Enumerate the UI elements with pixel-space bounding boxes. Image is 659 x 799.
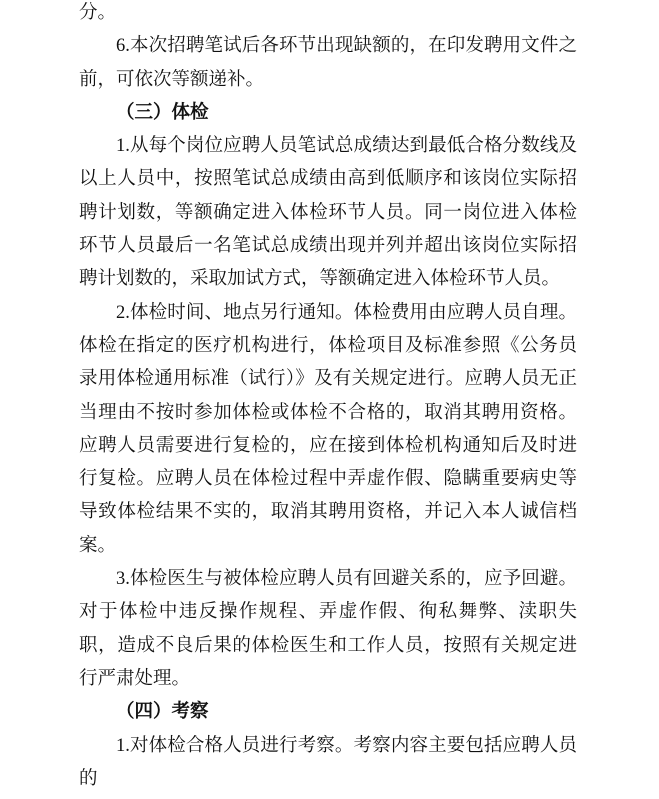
paragraph: 3.体检医生与被体检应聘人员有回避关系的，应予回避。对于体检中违反操作规程、弄虚作假、徇私舞弊、渎职失职，造成不良后果的体检医生和工作人员，按照有关规定进行严肃处理。 — [79, 569, 577, 689]
paragraph: 分。 — [79, 3, 117, 23]
paragraph: 1.对体检合格人员进行考察。考察内容主要包括应聘人员的 — [79, 735, 577, 789]
document-text-body — [79, 0, 577, 796]
paragraph: 6.本次招聘笔试后各环节出现缺额的，在印发聘用文件之前，可依次等额递补。 — [79, 36, 577, 90]
section-heading: （三）体检 — [116, 102, 209, 123]
section-heading: （四）考察 — [116, 702, 209, 723]
paragraph: 1.从每个岗位应聘人员笔试总成绩达到最低合格分数线及以上人员中，按照笔试总成绩由高到低顺序和该岗位实际招聘计划数，等额确定进入体检环节人员。同一岗位进入体检环节人员最后一名笔试总成绩出现并列并超出该岗位实际招聘计划数的，采取加试方式，等额确定进入体检环节人员。 — [79, 136, 577, 290]
paragraph: 2.体检时间、地点另行通知。体检费用由应聘人员自理。体检在指定的医疗机构进行，体检项目及标准参照《公务员录用体检通用标准（试行）》及有关规定进行。应聘人员无正当理由不按时参加体检或体检不合格的，取消其聘用资格。应聘人员需要进行复检的，应在接到体检机构通知后及时进行复检。应聘人员在体检过程中弄虚作假、隐瞒重要病史等导致体检结果不实的，取消其聘用资格，并记入本人诚信档案。 — [79, 302, 577, 556]
